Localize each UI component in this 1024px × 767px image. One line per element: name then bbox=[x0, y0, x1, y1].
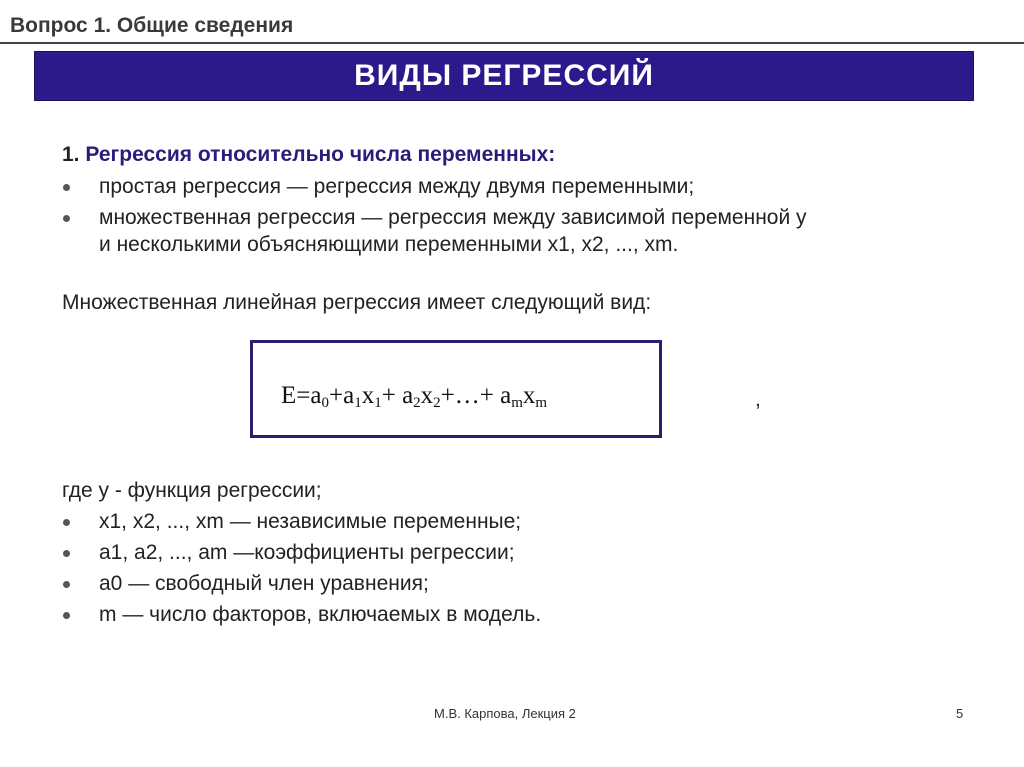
section-heading-text: Регрессия относительно числа переменных: bbox=[85, 143, 556, 166]
bullet-icon bbox=[63, 550, 70, 557]
formula-box bbox=[250, 340, 662, 438]
bullet-icon bbox=[63, 184, 70, 191]
list-item-text-line1: множественная регрессия — регрессия между зависимой переменной у bbox=[99, 206, 807, 229]
formula-comma: , bbox=[755, 388, 761, 411]
formula-intro-text: Множественная линейная регрессия имеет следующий вид: bbox=[62, 291, 652, 314]
list-item-text-line2: и несколькими объясняющими переменными х1, х2, ..., хm. bbox=[99, 233, 679, 256]
formula-plain-text: E=a₀+a₁x₁+ a₂x₂+…+ aₘxₘ bbox=[256, 346, 268, 347]
formula-text: E=a0+a1x1+ a2x2+…+ amxm bbox=[281, 382, 548, 411]
list-item bbox=[62, 204, 807, 258]
list-item bbox=[62, 601, 541, 628]
definitions-list bbox=[62, 508, 541, 632]
formula-lhs: E= bbox=[281, 382, 311, 409]
bullet-icon bbox=[63, 612, 70, 619]
regression-formula bbox=[256, 346, 656, 432]
footer-author: М.В. Карпова, Лекция 2 bbox=[434, 706, 576, 721]
bullet-icon bbox=[63, 215, 70, 222]
list-item bbox=[62, 508, 541, 535]
definition-text: а1, а2, ..., аm —коэффициенты регрессии; bbox=[99, 541, 515, 564]
list-item bbox=[62, 173, 807, 200]
list-item bbox=[62, 539, 541, 566]
section-heading bbox=[62, 143, 555, 167]
slide-header-title: Вопрос 1. Общие сведения bbox=[10, 14, 294, 37]
where-text: где у - функция регрессии; bbox=[62, 479, 322, 502]
header-divider bbox=[0, 42, 1024, 44]
bullet-icon bbox=[63, 519, 70, 526]
definition-text: х1, х2, ..., хm — независимые переменные; bbox=[99, 510, 522, 533]
banner-title: ВИДЫ РЕГРЕССИЙ bbox=[354, 59, 654, 92]
section-number: 1. bbox=[62, 143, 80, 166]
page-number: 5 bbox=[956, 706, 964, 721]
definition-text: а0 — свободный член уравнения; bbox=[99, 572, 429, 595]
list-item-text: простая регрессия — регрессия между двумя переменными; bbox=[99, 175, 695, 198]
regression-types-list bbox=[62, 173, 807, 262]
bullet-icon bbox=[63, 581, 70, 588]
slide-banner bbox=[34, 51, 974, 101]
definition-text: m — число факторов, включаемых в модель. bbox=[99, 603, 542, 626]
list-item bbox=[62, 570, 541, 597]
